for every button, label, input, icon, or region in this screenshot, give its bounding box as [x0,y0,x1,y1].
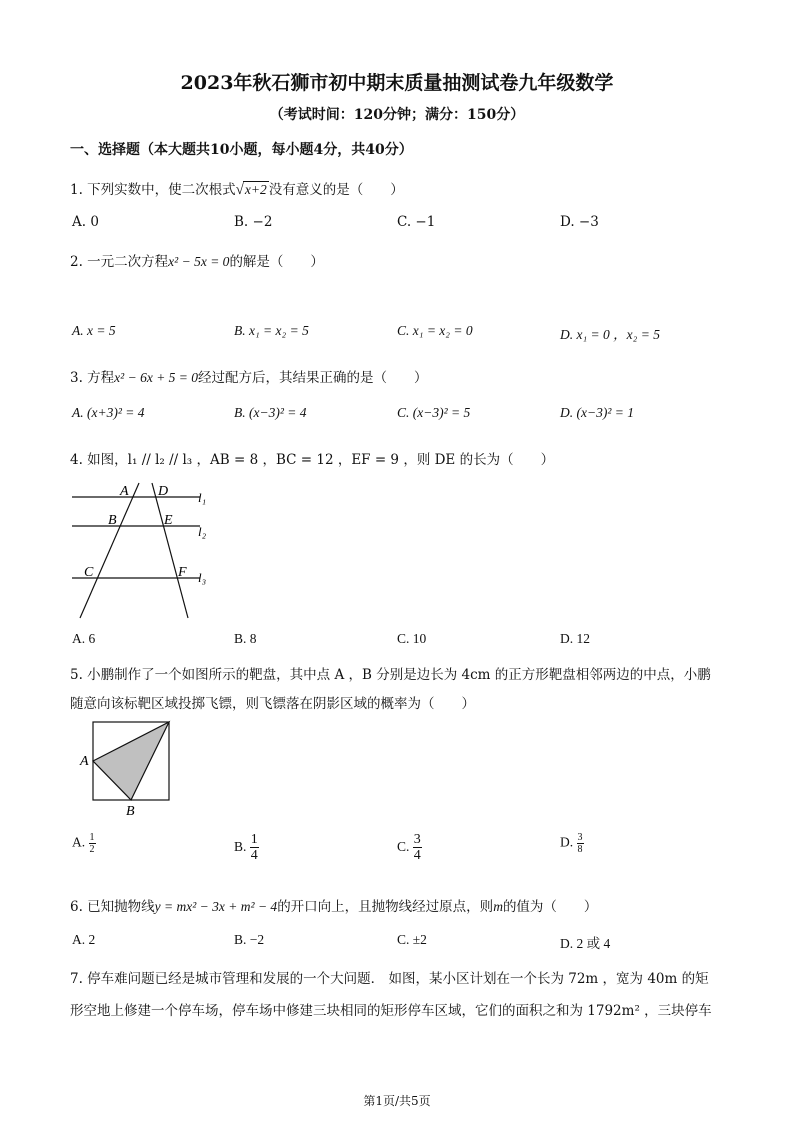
question-5-line-1: 5. 小鹏制作了一个如图所示的靶盘，其中点 A ，B 分别是边长为 4cm 的正方形靶盘相邻两边的中点，小鹏 [70,667,711,683]
question-5-line-2: 随意向该标靶区域投掷飞镖，则飞镖落在阴影区域的概率为（ ） [70,696,475,712]
q1-option-c[interactable]: C. −1 [397,214,436,230]
q5-option-a[interactable] [72,832,96,855]
label-l3: l₃ [198,570,207,585]
fraction [577,832,584,855]
q2-option-c[interactable]: C. x₁ = x₂ = 0 [397,323,473,338]
q6-option-c[interactable]: C. ±2 [397,932,427,947]
label-f: F [178,565,187,580]
q1-option-a[interactable]: A. 0 [72,214,99,230]
q5-option-a-letter: A. [72,834,86,850]
q1-text-before: 1. 下列实数中，使二次根式 [70,182,236,198]
denominator: 4 [250,848,258,864]
q5-option-b-letter: B. [234,838,247,854]
q2-option-b[interactable]: B. x₁ = x₂ = 5 [234,323,309,338]
q3-equation: x² − 6x + 5 = 0 [114,370,199,385]
q3-option-d[interactable]: D. (x−3)² = 1 [560,405,634,420]
q5-option-c-letter: C. [397,838,410,854]
q2-option-a[interactable]: A. x = 5 [72,323,116,338]
target-board-figure [76,718,176,820]
q6-option-a[interactable]: A. 2 [72,932,96,947]
page-number: 第1页/共5页 [363,1094,431,1108]
q3-text-after: 经过配方后，其结果正确的是（ ） [198,370,428,386]
q5-option-b[interactable] [234,832,259,864]
parallel-lines-figure [66,478,226,623]
question-3-stem [70,366,428,386]
transversal-df [152,483,188,618]
label-a: A [120,484,129,499]
q2-text-after: 的解是（ ） [229,254,324,270]
denominator: 8 [577,844,583,855]
label-e: E [164,513,173,528]
label-a: A [80,754,89,769]
page-title: 2023年秋石狮市初中期末质量抽测试卷九年级数学 [180,72,614,94]
section-heading: 一、选择题（本大题共10小题，每小题4分，共40分） [70,142,413,158]
q4-option-a[interactable]: A. 6 [72,631,96,646]
q3-option-a[interactable]: A. (x+3)² = 4 [72,405,145,420]
shaded-triangle [93,722,169,800]
q3-option-c[interactable]: C. (x−3)² = 5 [397,405,471,420]
question-1-stem: 1. 下列实数中，使二次根式√x+2 没有意义的是（ ） [70,182,404,198]
q3-text-before: 3. 方程 [70,370,115,386]
fraction [250,832,259,864]
q6-text-mid: 的开口向上，且抛物线经过原点，则 [277,899,494,915]
exam-info: （考试时间：120分钟；满分：150分） [269,107,525,123]
question-4-stem: 4. 如图，l₁ // l₂ // l₃ ，AB = 8 ，BC = 12 ，EF = 9 ，则 DE 的长为（ ） [70,452,555,468]
q4-option-b[interactable]: B. 8 [234,631,257,646]
q1-option-b[interactable]: B. −2 [234,214,273,230]
question-6-stem [70,895,597,915]
q5-option-d-letter: D. [560,834,574,850]
numerator: 1 [89,832,95,843]
q1-radicand: x+2 [244,182,267,197]
denominator: 4 [413,848,421,864]
fraction [413,832,422,864]
q6-text-after: 的值为（ ） [502,899,598,915]
question-7-line-1: 7. 停车难问题已经是城市管理和发展的一个大问题． 如图，某小区计划在一个长为 72m ，宽为 40m 的矩 [70,971,709,987]
q3-option-b[interactable]: B. (x−3)² = 4 [234,405,307,420]
transversal-ac [80,483,139,618]
label-l1: l₁ [198,490,207,505]
q4-option-d[interactable]: D. 12 [560,631,590,646]
q5-option-c[interactable] [397,832,422,864]
q6-option-d[interactable]: D. 2 或 4 [560,936,611,951]
q1-text-after: 没有意义的是（ ） [268,182,404,198]
label-b: B [126,804,135,819]
label-c: C [84,565,94,580]
q2-text-before: 2. 一元二次方程 [70,254,169,270]
q2-option-d[interactable]: D. x₁ = 0 ，x₂ = 5 [560,327,660,342]
q4-option-c[interactable]: C. 10 [397,631,427,646]
q2-equation: x² − 5x = 0 [168,254,230,269]
q6-equation: y = mx² − 3x + m² − 4 [154,899,278,914]
numerator: 1 [250,832,258,847]
denominator: 2 [89,844,95,855]
question-7-line-2: 形空地上修建一个停车场，停车场中修建三块相同的矩形停车区域，它们的面积之和为 1792m² ，三块停车 [70,1003,712,1019]
fraction [89,832,96,855]
label-b: B [108,513,117,528]
q1-option-d[interactable]: D. −3 [560,214,599,230]
q6-text-before: 6. 已知抛物线 [70,899,155,915]
q6-option-b[interactable]: B. −2 [234,932,265,947]
numerator: 3 [577,832,583,843]
label-d: D [158,484,169,499]
q6-variable: m [493,899,503,914]
question-2-stem [70,250,324,270]
label-l2: l₂ [198,524,207,539]
q5-option-d[interactable] [560,832,584,855]
numerator: 3 [413,832,421,847]
